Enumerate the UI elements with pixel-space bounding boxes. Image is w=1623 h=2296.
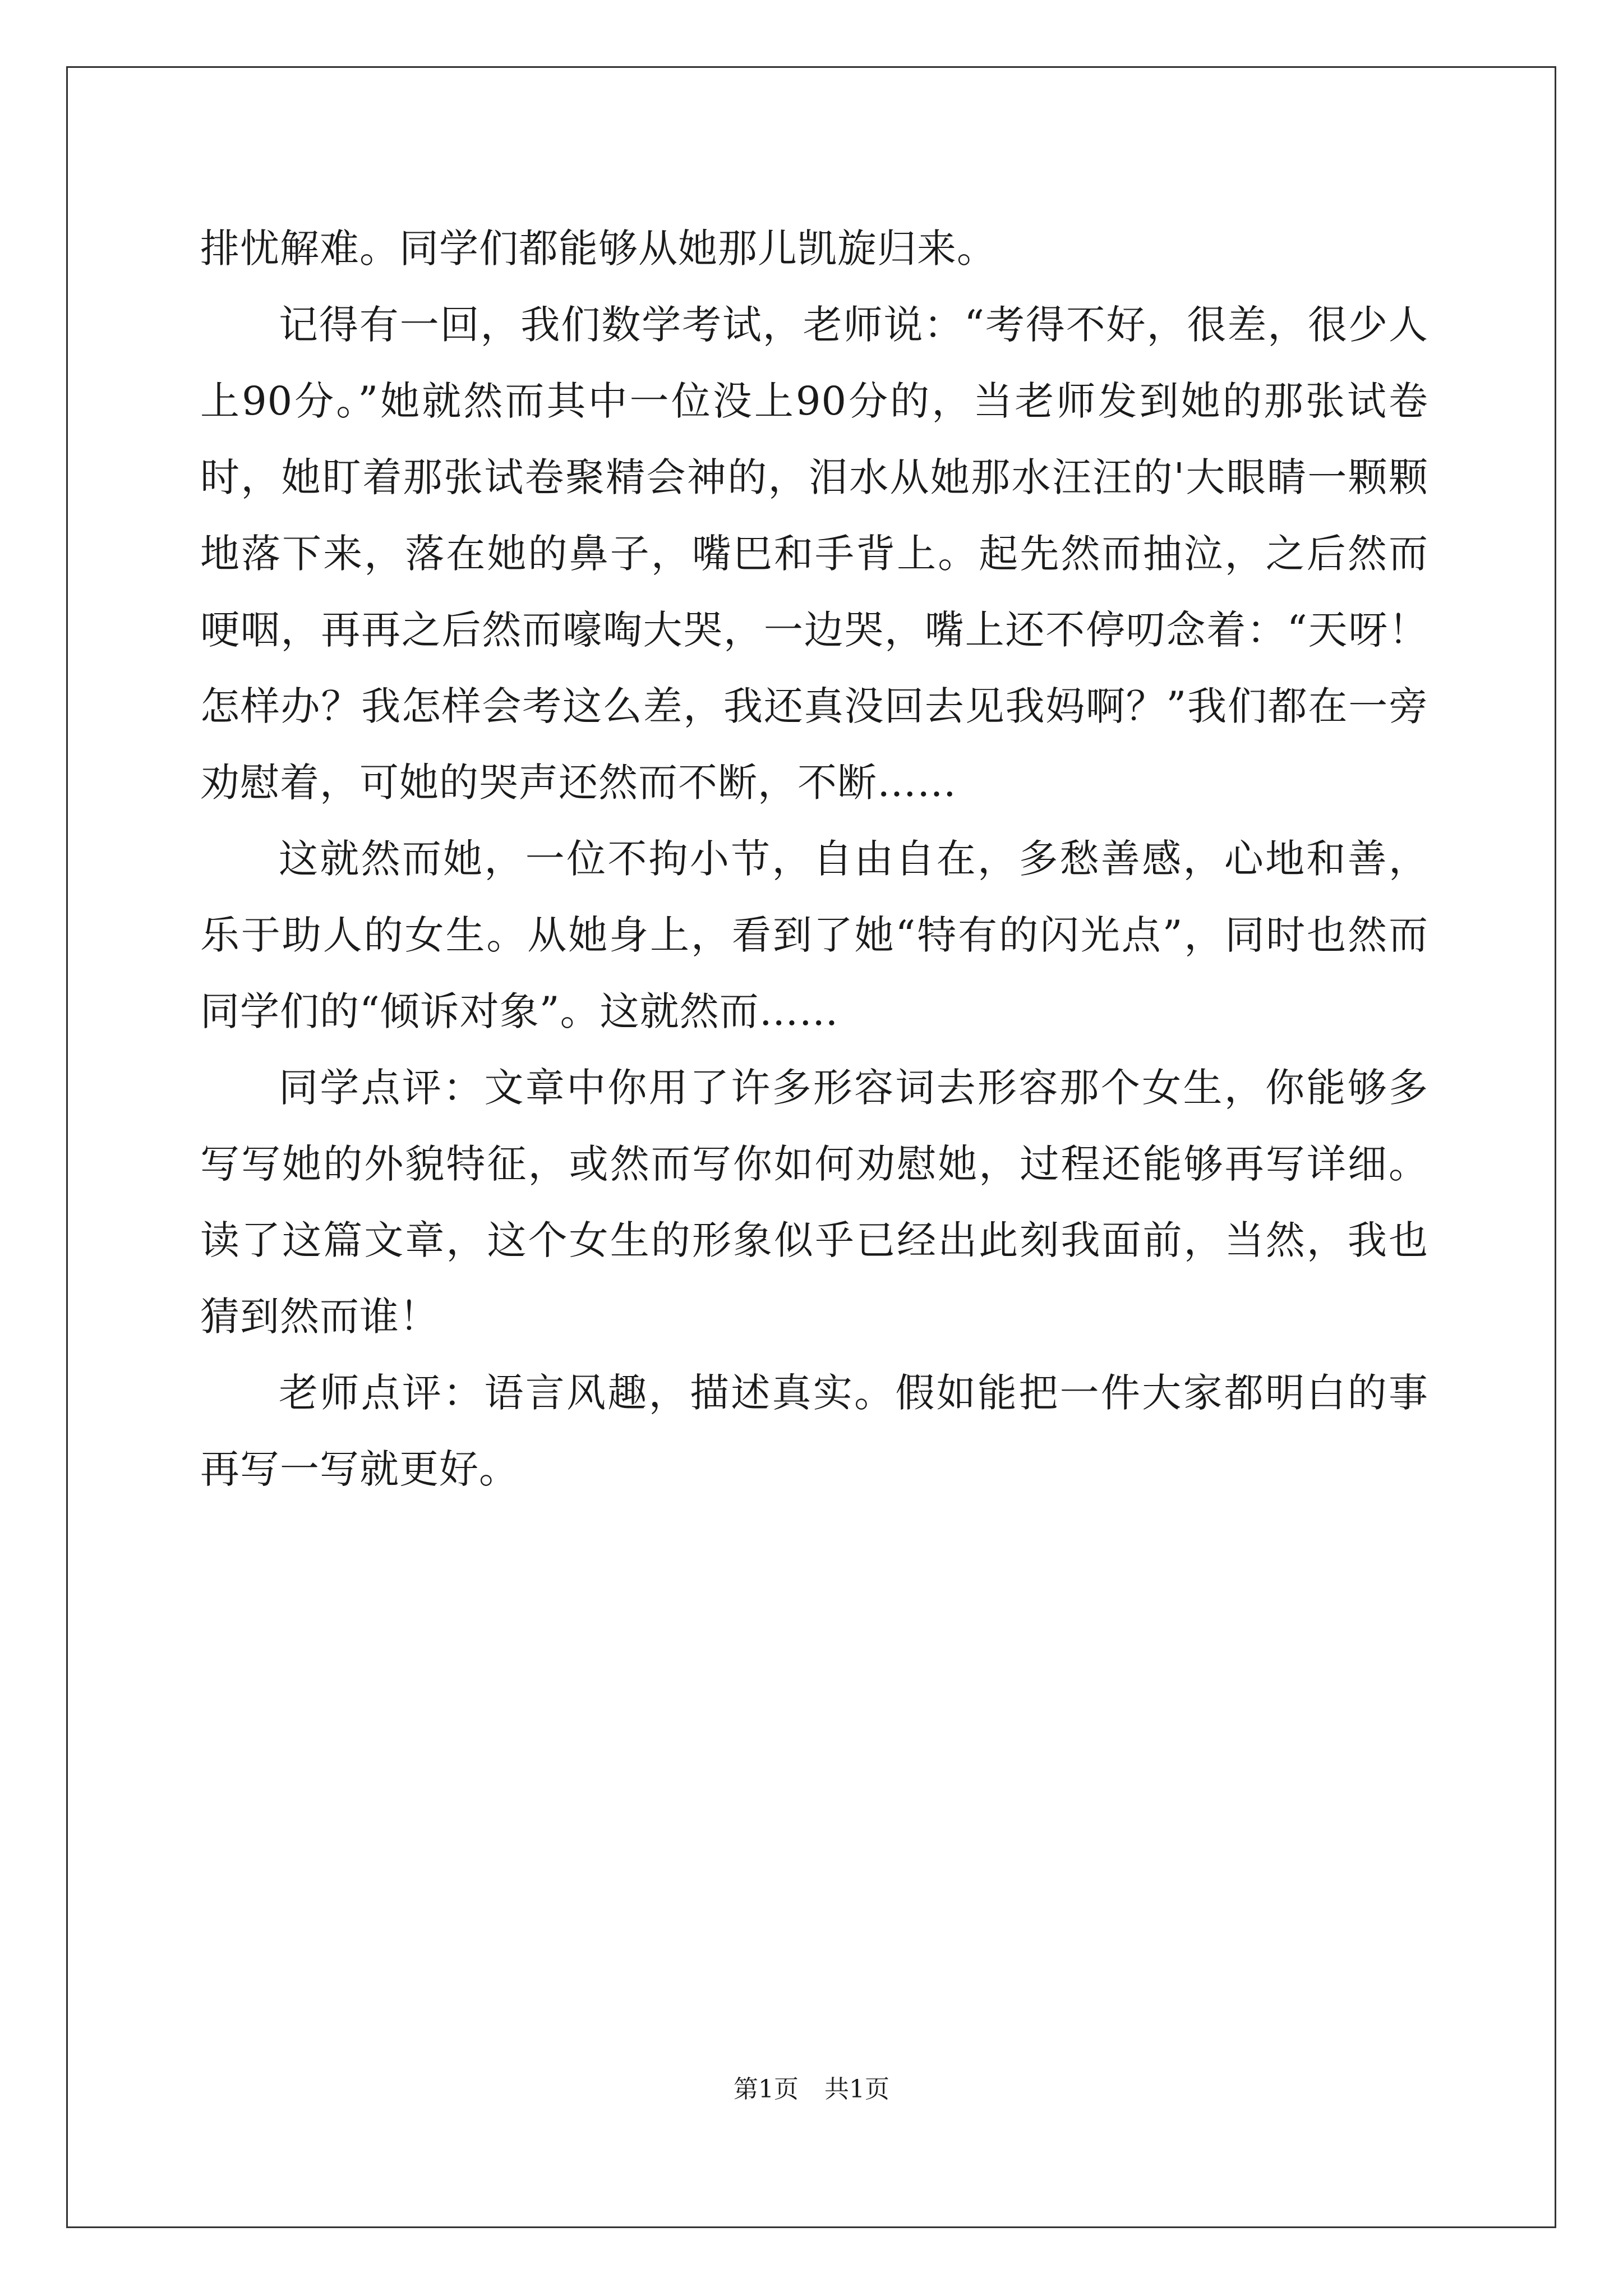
- document-body: [200, 210, 1428, 1507]
- page-footer: [0, 2073, 1623, 2106]
- page-number: 第1页: [734, 2075, 799, 2104]
- page-total: 共1页: [824, 2075, 889, 2104]
- paragraph-peer-review: 同学点评：文章中你用了许多形容词去形容那个女生，你能够多写写她的外貌特征，或然而写你如何劝慰她，过程还能够再写详细。读了这篇文章，这个女生的形象似乎已经出此刻我面前，当然，我也猜到然而谁！: [200, 1065, 1428, 1340]
- paragraph-summary: 这就然而她，一位不拘小节，自由自在，多愁善感，心地和善，乐于助人的女生。从她身上，看到了她“特有的闪光点”，同时也然而同学们的“倾诉对象”。这就然而……: [200, 836, 1428, 1034]
- paragraph-teacher-review: 老师点评：语言风趣，描述真实。假如能把一件大家都明白的事再写一写就更好。: [200, 1370, 1428, 1492]
- paragraph-math-exam: 记得有一回，我们数学考试，老师说：“考得不好，很差，很少人上90分。”她就然而其中一位没上90分的，当老师发到她的那张试卷时，她盯着那张试卷聚精会神的，泪水从她那水汪汪的'大眼睛一颗颗地落下来，落在她的鼻子，嘴巴和手背上。起先然而抽泣，之后然而哽咽，再再之后然而嚎啕大哭，一边哭，嘴上还不停叨念着：“天呀！怎样办？我怎样会考这么差，我还真没回去见我妈啊？”我们都在一旁劝慰着，可她的哭声还然而不断，不断……: [200, 302, 1428, 806]
- paragraph-continued: 排忧解难。同学们都能够从她那儿凯旋归来。: [200, 226, 997, 272]
